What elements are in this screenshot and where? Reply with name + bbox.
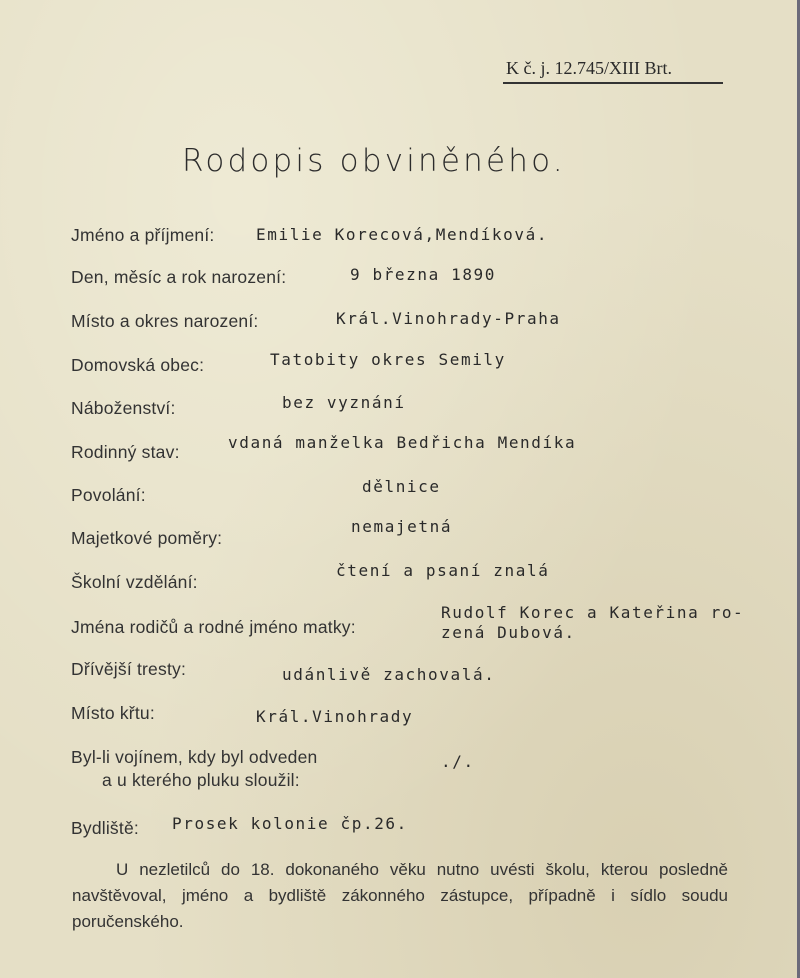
field-label-prior-convictions: Dřívější tresty:: [71, 659, 187, 679]
field-label-military-line1: Byl-li vojínem, kdy byl odveden: [71, 747, 318, 767]
field-label-birthplace: Místo a okres narození:: [71, 311, 259, 331]
field-value-baptism-place: Král.Vinohrady: [256, 707, 414, 726]
field-value-birthplace: Král.Vinohrady-Praha: [336, 309, 561, 328]
field-value-parents-line1: Rudolf Korec a Kateřina ro-: [441, 603, 745, 622]
field-value-property: nemajetná: [351, 517, 453, 536]
document-title: Rodopis obviněného.: [182, 143, 566, 179]
field-label-education: Školní vzdělání:: [71, 572, 198, 592]
field-value-home-municipality: Tatobity okres Semily: [270, 350, 506, 369]
reference-number: K č. j. 12.745/XIII Brt.: [506, 58, 672, 78]
reference-underline: [503, 82, 723, 84]
field-value-occupation: dělnice: [362, 477, 441, 496]
field-label-military-line2: a u kterého pluku sloužil:: [102, 770, 300, 790]
field-label-occupation: Povolání:: [71, 485, 146, 505]
field-value-military: ./.: [441, 752, 475, 771]
field-label-marital-status: Rodinný stav:: [71, 442, 180, 462]
field-value-religion: bez vyznání: [282, 393, 406, 412]
field-label-residence: Bydliště:: [71, 818, 139, 838]
field-label-home-municipality: Domovská obec:: [71, 355, 205, 375]
field-value-parents-line2: zená Dubová.: [441, 623, 576, 642]
field-value-birthdate: 9 března 1890: [350, 265, 497, 284]
field-value-residence: Prosek kolonie čp.26.: [172, 814, 408, 833]
footnote: [72, 857, 728, 935]
field-label-baptism-place: Místo křtu:: [71, 703, 155, 723]
footnote-text: U nezletilců do 18. dokonaného věku nutno uvésti školu, kterou posledně navštěvoval, jméno a bydliště zákonného zástupce, případně i sídlo soudu poručenského.: [72, 860, 728, 931]
field-value-education: čtení a psaní znalá: [336, 561, 550, 580]
field-value-prior-convictions: udánlivě zachovalá.: [282, 665, 496, 684]
field-value-name: Emilie Korecová,Mendíková.: [256, 225, 549, 244]
field-label-religion: Náboženství:: [71, 398, 176, 418]
field-label-name: Jméno a příjmení:: [71, 225, 215, 245]
field-value-marital-status: vdaná manželka Bedřicha Mendíka: [228, 433, 577, 452]
field-label-property: Majetkové poměry:: [71, 528, 223, 548]
field-label-birthdate: Den, měsíc a rok narození:: [71, 267, 287, 287]
field-label-parents: Jména rodičů a rodné jméno matky:: [71, 617, 356, 637]
